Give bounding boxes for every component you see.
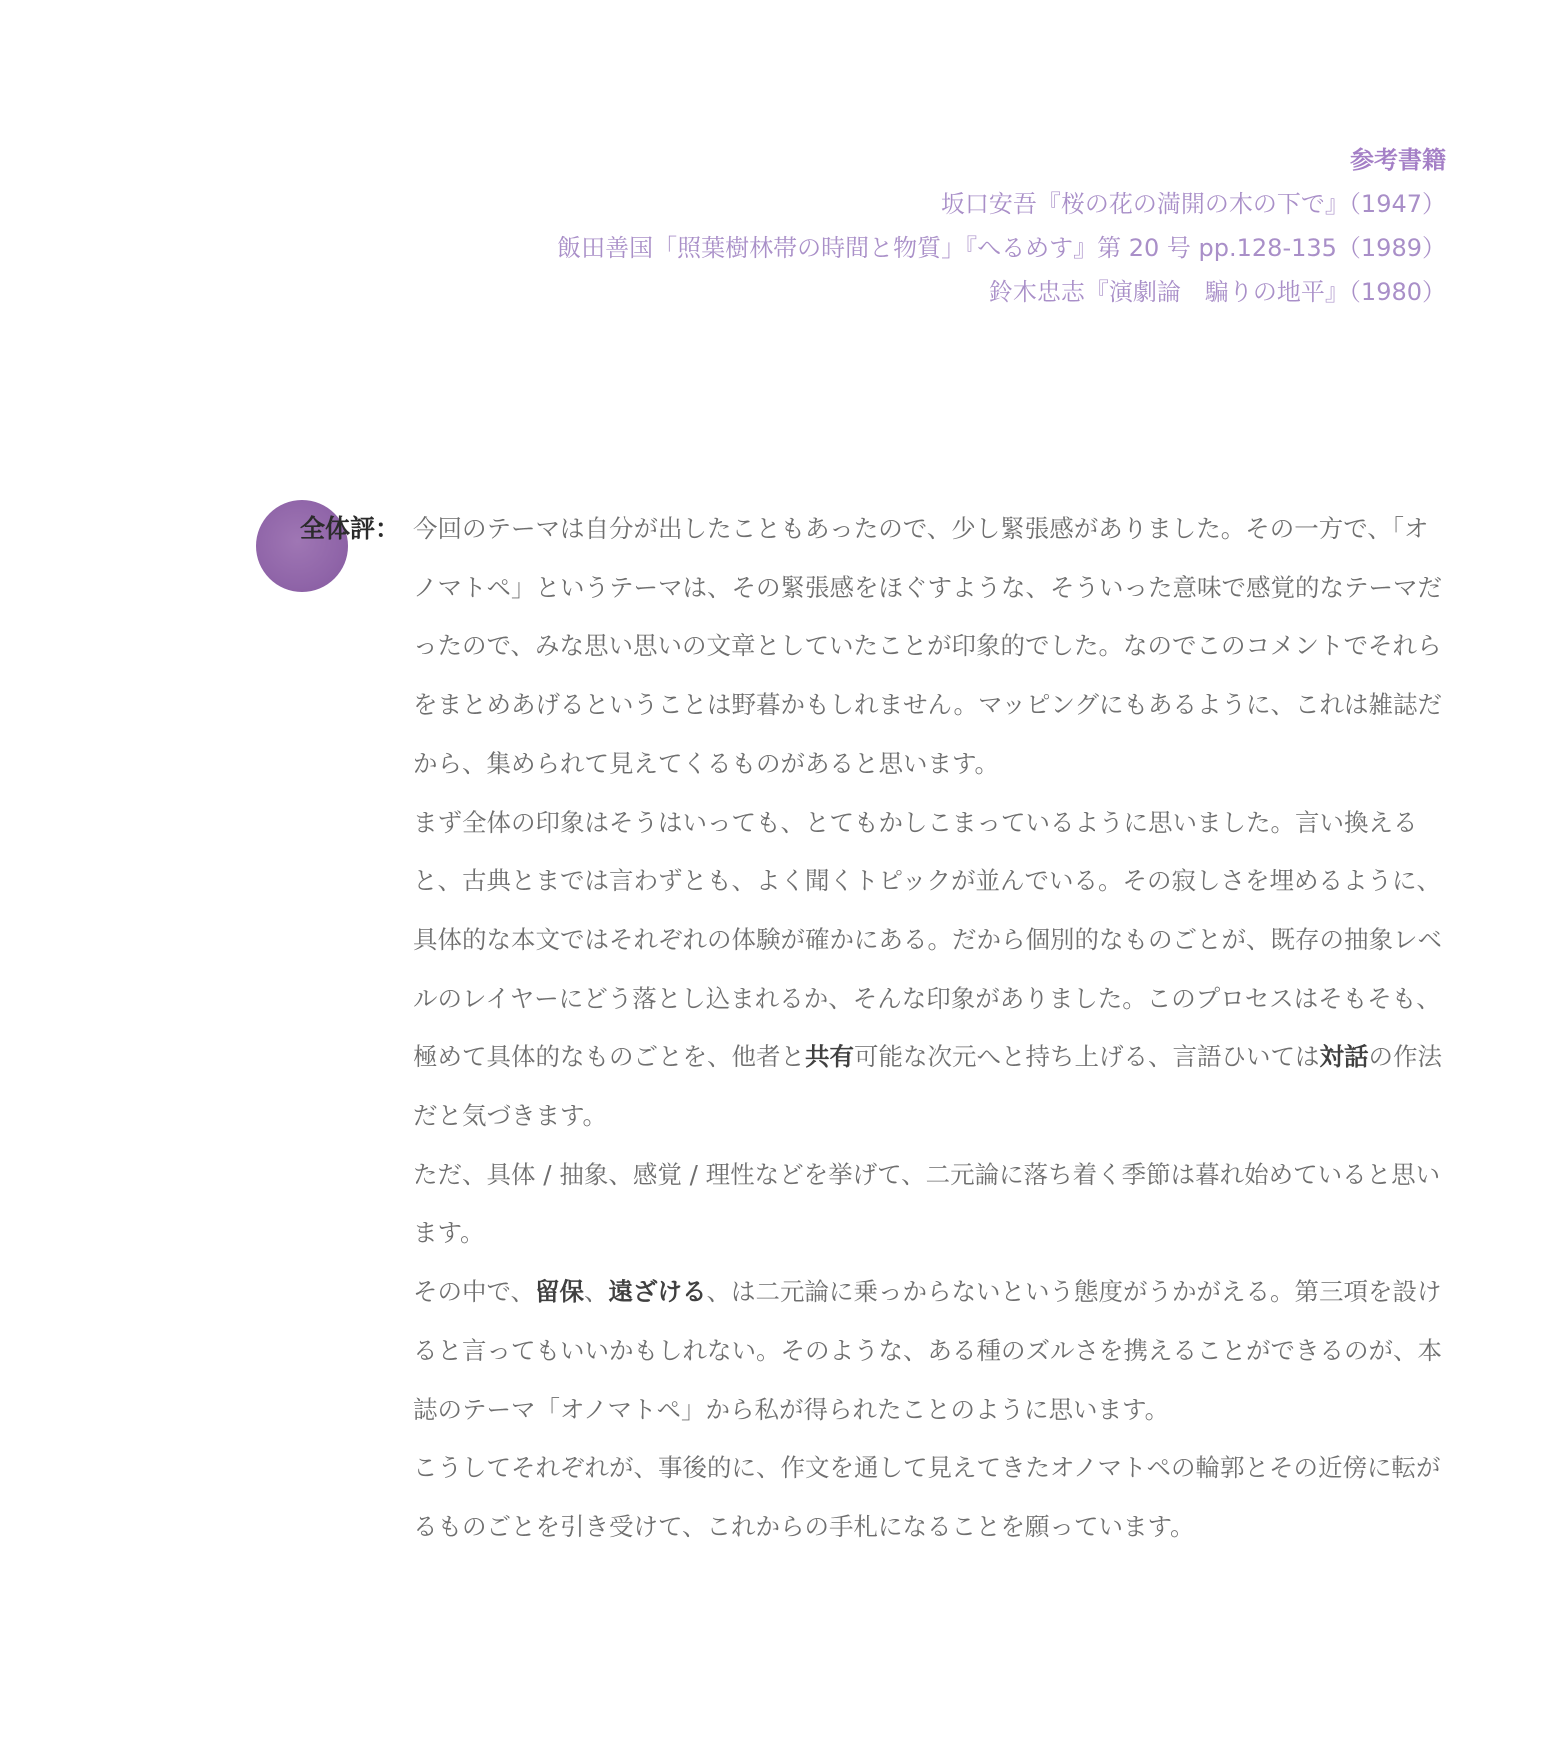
emphasized-term: 留保 bbox=[535, 1277, 585, 1307]
emphasized-term: 共有 bbox=[805, 1042, 854, 1072]
paragraph-text: の作法だと気づきます。 bbox=[413, 1042, 1442, 1131]
review-paragraph bbox=[413, 1263, 1446, 1439]
emphasized-term: 遠ざける bbox=[608, 1277, 707, 1307]
review-paragraph bbox=[413, 794, 1446, 1146]
paragraph-text: 、は二元論に乗っからないという態度がうかがえる。第三項を設けると言ってもいいかもしれない。そのような、ある種のズルさを携えることができるのが、本誌のテーマ「オノマトペ」から私が得られたことのように思います。 bbox=[413, 1277, 1442, 1424]
paragraph-text: ただ、具体 / 抽象、感覚 / 理性などを挙げて、二元論に落ち着く季節は暮れ始めていると思います。 bbox=[413, 1159, 1441, 1248]
review-paragraph bbox=[413, 1439, 1446, 1556]
reference-item: 坂口安吾『桜の花の満開の木の下で』（1947） bbox=[940, 190, 1446, 218]
paragraph-text: こうしてそれぞれが、事後的に、作文を通して見えてきたオノマトペの輪郭とその近傍に転がるものごとを引き受けて、これからの手札になることを願っています。 bbox=[413, 1453, 1441, 1541]
references-title: 参考書籍 bbox=[1350, 146, 1446, 174]
review-paragraph bbox=[413, 500, 1446, 794]
paragraph-text: まず全体の印象はそうはいっても、とてもかしこまっているように思いました。言い換えると、古典とまでは言わずとも、よく聞くトピックが並んでいる。その寂しさを埋めるように、具体的な本文ではそれぞれの体験が確かにある。だから個別的なものごとが、既存の抽象レベルのレイヤーにどう落とし込まれるか、そんな印象がありました。このプロセスはそもそも、極めて具体的なものごとを、他者と bbox=[413, 807, 1442, 1072]
emphasized-term: 対話 bbox=[1319, 1042, 1369, 1072]
paragraph-text: 、 bbox=[584, 1277, 609, 1307]
paragraph-text: 可能な次元へと持ち上げる、言語ひいては bbox=[854, 1042, 1320, 1072]
review-paragraph bbox=[413, 1146, 1446, 1263]
references-section bbox=[557, 138, 1446, 314]
review-label: 全体評： bbox=[300, 514, 401, 543]
reference-item: 鈴木忠志『演劇論 騙りの地平』（1980） bbox=[988, 278, 1446, 306]
review-body bbox=[413, 500, 1446, 1557]
paragraph-text: その中で、 bbox=[413, 1277, 536, 1307]
reference-item: 飯田善国「照葉樹林帯の時間と物質」『へるめす』第 20 号 pp.128-135（1989） bbox=[557, 234, 1446, 262]
paragraph-text: 今回のテーマは自分が出したこともあったので、少し緊張感がありました。その一方で、「オノマトペ」というテーマは、その緊張感をほぐすような、そういった意味で感覚的なテーマだったので、みな思い思いの文章としていたことが印象的でした。なのでこのコメントでそれらをまとめあげるということは野暮かもしれません。マッピングにもあるように、これは雑誌だから、集められて見えてくるものがあると思います。 bbox=[413, 514, 1442, 778]
